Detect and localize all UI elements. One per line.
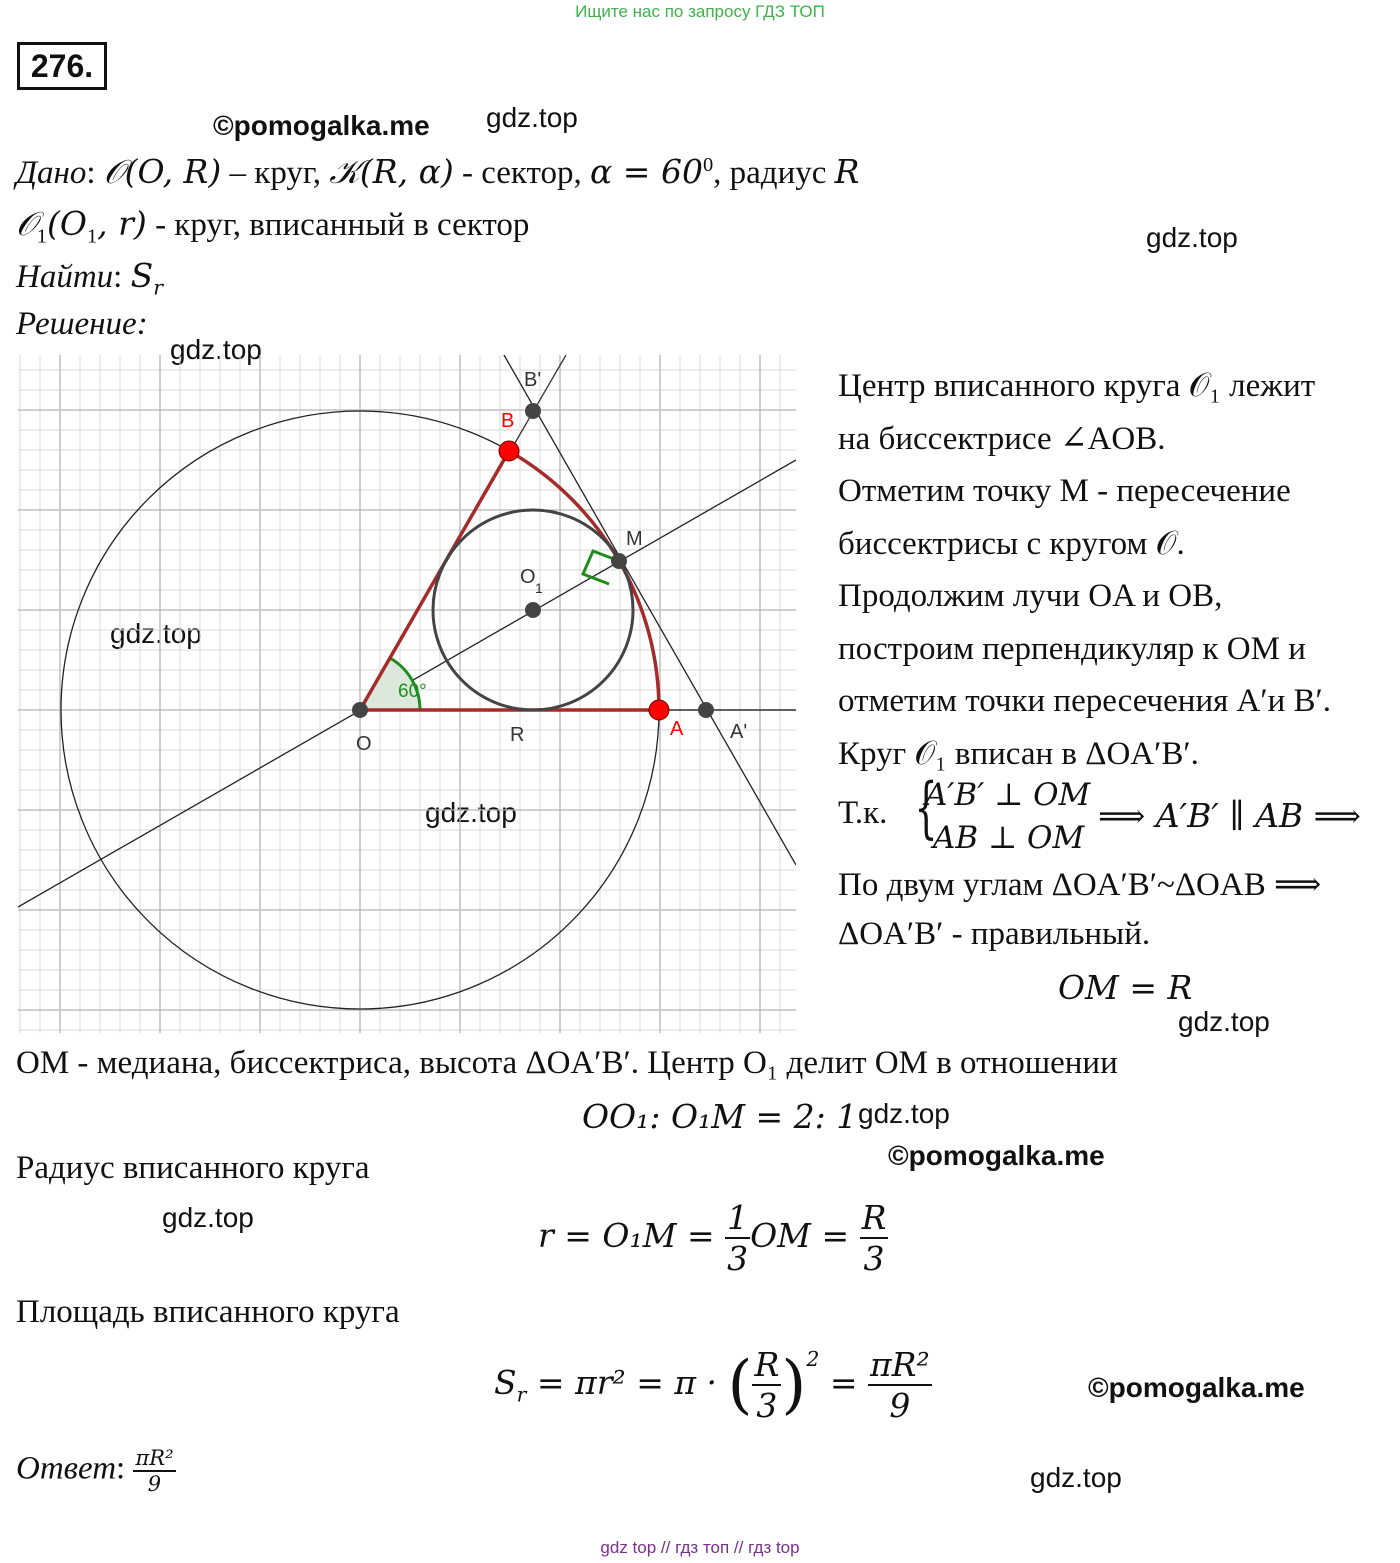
problem-number: 276. <box>17 42 107 90</box>
brace: { <box>914 769 938 846</box>
label-r: R <box>510 724 525 746</box>
om-equation: OM = R <box>1058 968 1193 1007</box>
watermark-gdz: gdz.top <box>170 334 262 365</box>
bottom-banner: gdz top // гдз топ // гдз top <box>600 1538 800 1557</box>
watermark-gdz: gdz.top <box>486 102 578 133</box>
label-angle: 60° <box>398 681 427 702</box>
watermark-gdz: gdz.top <box>425 797 517 828</box>
since-cond-2: AB ⊥ OM <box>933 820 1085 856</box>
median-line: OM - медиана, биссектриса, высота ΔOA′B′. Центр O₁ делит OM в отношении <box>16 1045 1118 1081</box>
watermark-pomogalka: ©pomogalka.me <box>213 110 430 141</box>
point-m <box>611 553 627 569</box>
label-a-prime: A' <box>730 721 748 743</box>
label-b-prime: B' <box>524 369 542 391</box>
top-banner: Ищите нас по запросу ГДЗ ТОП <box>575 2 825 21</box>
given-line-2: $𝒪_1(O_1$, r) - круг, вписанный в сектор <box>16 204 530 248</box>
watermark-pomogalka: ©pomogalka.me <box>1088 1372 1305 1403</box>
right-text-line: Центр вписанного круга 𝒪₁ лежит <box>838 368 1316 404</box>
label-o1: O <box>520 566 536 588</box>
point-b1 <box>525 403 541 419</box>
watermark-gdz: gdz.top <box>1030 1462 1122 1493</box>
given-line-1: Дано: 𝒪(O, R) – круг, 𝒦(R, α) - сектор, $\alpha = 60^0$, радиус R <box>16 152 860 191</box>
since-label: Т.к. <box>838 795 888 831</box>
label-m: M <box>626 528 643 550</box>
area-label: Площадь вписанного круга <box>16 1294 400 1330</box>
radius-label: Радиус вписанного круга <box>16 1150 370 1186</box>
ratio: OO₁: O₁M = 2: 1 <box>582 1097 858 1136</box>
right-text-line: построим перпендикуляр к OM и <box>838 630 1306 667</box>
similar-line-1: По двум углам ΔOA′B′~ΔOAB ⟹ <box>838 867 1322 903</box>
watermark-gdz: gdz.top <box>1178 1006 1270 1037</box>
right-text-line: отметим точки пересечения A′и B′. <box>838 683 1331 719</box>
solution-label: Решение: <box>16 306 148 342</box>
answer: Ответ: $\frac{\text{πR²}}{9}$ <box>16 1446 174 1496</box>
right-text-line: на биссектрисе ∠AOB. <box>838 420 1166 457</box>
point-b <box>499 441 519 461</box>
watermark-gdz: gdz.top <box>858 1098 950 1129</box>
label-a: A <box>670 718 684 740</box>
geometry-figure <box>18 355 796 1033</box>
point-a <box>649 700 669 720</box>
since-result: ⟹ A′B′ ∥ AB ⟹ <box>1098 796 1361 835</box>
area-formula: $S_r = \pi r^2 = \pi$ · ( $\frac{R}{3}$ )$^2$ = $\frac{\text{πR²}}{9}$ <box>494 1345 930 1425</box>
given-label: Дано <box>16 155 87 191</box>
point-a1 <box>698 702 714 718</box>
watermark-gdz: gdz.top <box>110 618 202 649</box>
point-o1 <box>525 602 541 618</box>
watermark-pomogalka: ©pomogalka.me <box>888 1140 1105 1171</box>
similar-line-2: ΔOA′B′ - правильный. <box>838 916 1151 952</box>
right-text-line: биссектрисы с кругом 𝒪. <box>838 525 1185 562</box>
watermark-gdz: gdz.top <box>1146 222 1238 253</box>
label-o: O <box>356 733 372 755</box>
right-text-line: Отметим точку M - пересечение <box>838 473 1291 509</box>
point-o <box>352 702 368 718</box>
right-text-line: Круг 𝒪₁ вписан в ΔOA′B′. <box>838 735 1199 772</box>
right-text-block <box>838 360 1331 780</box>
radius-formula: r = O₁M = $\frac{1}{3}$ OM = $\frac{R}{3}$ <box>538 1198 887 1278</box>
watermark-gdz: gdz.top <box>162 1202 254 1233</box>
label-b: B <box>501 410 515 432</box>
label-o1-sub: 1 <box>535 580 543 596</box>
since-cond-1: A′B′ ⊥ OM <box>925 777 1091 813</box>
find-line: Найти: $S_r$ <box>16 256 163 300</box>
right-text-line: Продолжим лучи OA и OB, <box>838 578 1223 614</box>
